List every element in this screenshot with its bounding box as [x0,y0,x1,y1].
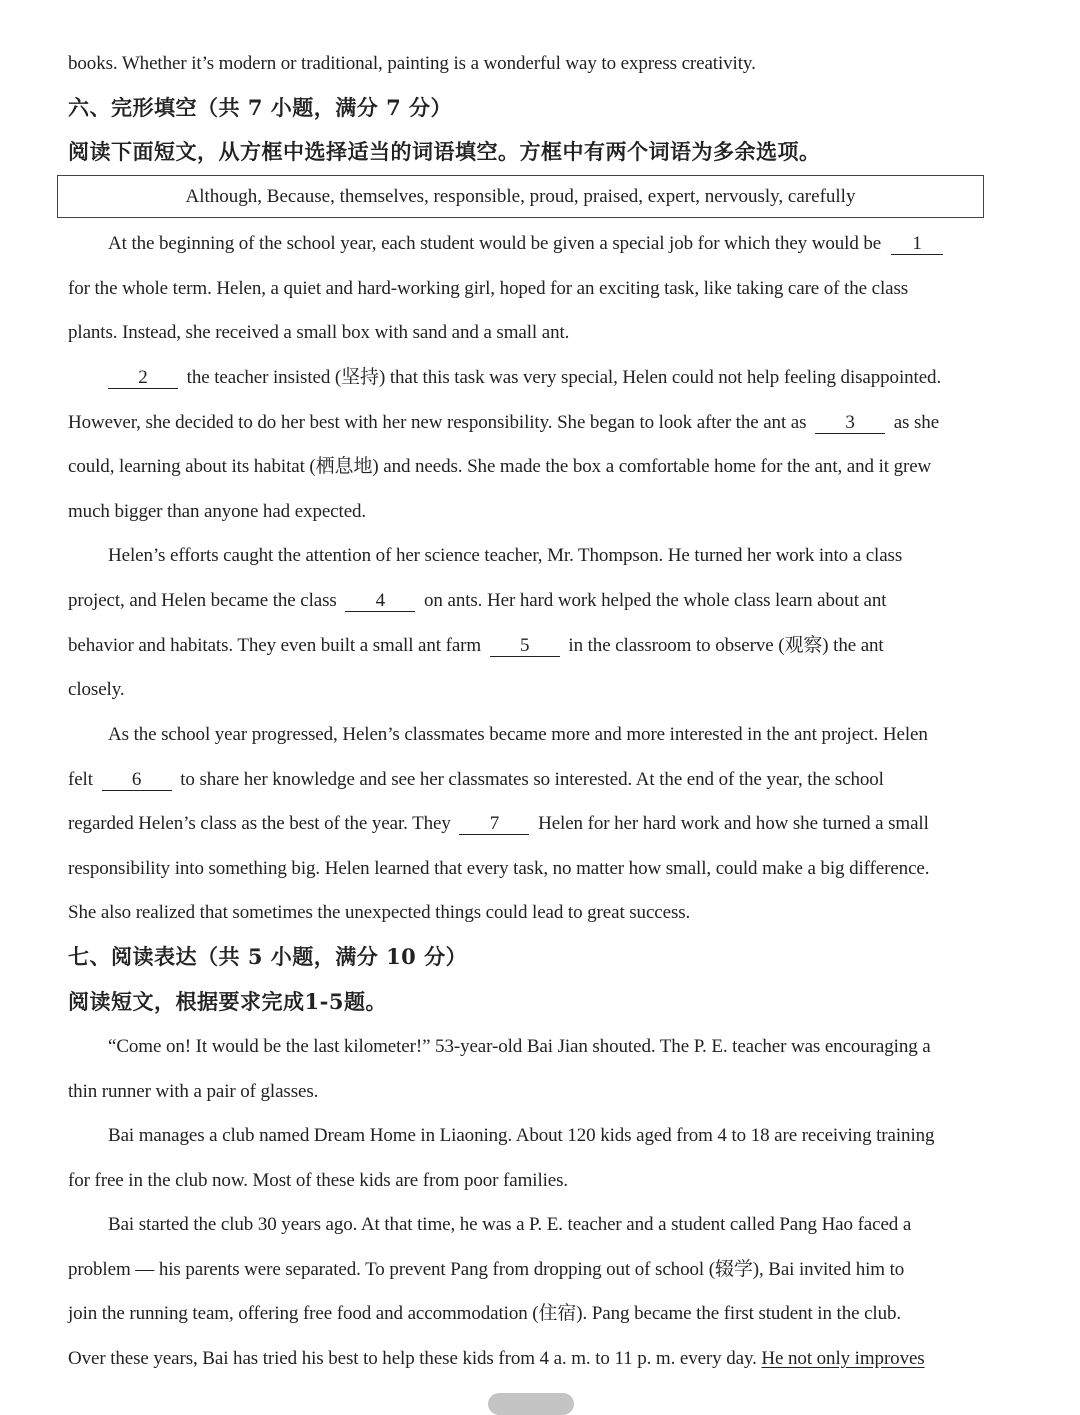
text-span: as she [893,412,940,433]
heading-text: 分） [424,944,468,969]
text-line [68,767,884,793]
text-line: Helen’s efforts caught the attention of her science teacher, Mr. Thompson. He turned her work into a class [108,545,903,566]
heading-count: 7 [247,95,263,120]
word-bank-box: Although, Because, themselves, responsible, proud, praised, expert, nervously, carefully [57,175,984,218]
text-span: on ants. Her hard work helped the whole class learn about ant [424,590,887,611]
text-line [68,588,886,614]
text-span: However, she decided to do her best with her new responsibility. She began to look after the ant as [68,412,807,433]
text-span: to share her knowledge and see her classmates so interested. At the end of the year, the school [180,769,884,790]
text-line: for free in the club now. Most of these kids are from poor families. [68,1170,569,1191]
section-7-heading [68,942,467,972]
heading-count: 5 [247,944,263,969]
text-line: As the school year progressed, Helen’s classmates became more and more interested in the ant project. Helen [108,724,928,745]
text-span: in the classroom to observe (观察) the ant [568,635,884,656]
heading-text: 小题，满分 [270,95,379,120]
text-line: closely. [68,679,125,700]
text-line: much bigger than anyone had expected. [68,501,367,522]
text-line: responsibility into something big. Helen learned that every task, no matter how small, could make a big difference. [68,858,930,879]
text-line: She also realized that sometimes the unexpected things could lead to great success. [68,902,691,923]
instruction-text: 阅读短文，根据要求完成 [68,989,305,1014]
text-line [108,231,947,257]
blank-5[interactable]: 5 [490,636,560,657]
section-6-heading [68,93,452,123]
blank-4[interactable]: 4 [345,591,415,612]
blank-1[interactable]: 1 [891,234,943,255]
text-line: problem — his parents were separated. To prevent Pang from dropping out of school (辍学), Bai invited him to [68,1259,905,1280]
section-6-instruction: 阅读下面短文，从方框中选择适当的词语填空。方框中有两个词语为多余选项。 [68,139,821,164]
text-line [108,365,941,391]
blank-3[interactable]: 3 [815,413,885,434]
text-line: Bai manages a club named Dream Home in Liaoning. About 120 kids aged from 4 to 18 are receiving training [108,1125,935,1146]
instruction-range: 1-5 [304,989,344,1014]
text-span: Helen for her hard work and how she turned a small [538,813,929,834]
text-line: books. Whether it’s modern or traditional, painting is a wonderful way to express creativity. [68,53,756,74]
heading-text: 分） [409,95,452,120]
text-line: “Come on! It would be the last kilometer!” 53-year-old Bai Jian shouted. The P. E. teacher was encouraging a [108,1036,931,1057]
blank-2[interactable]: 2 [108,368,178,389]
text-line [68,410,939,436]
blank-7[interactable]: 7 [459,814,529,835]
heading-score: 7 [386,95,402,120]
text-line: plants. Instead, she received a small box with sand and a small ant. [68,322,570,343]
text-line: Bai started the club 30 years ago. At that time, he was a P. E. teacher and a student called Pang Hao faced a [108,1214,912,1235]
text-span: behavior and habitats. They even built a small ant farm [68,635,482,656]
text-line: join the running team, offering free food and accommodation (住宿). Pang became the first student in the club. [68,1303,902,1324]
heading-text: 小题，满分 [270,944,379,969]
text-span: Over these years, Bai has tried his best to help these kids from 4 a. m. to 11 p. m. every day. [68,1348,757,1369]
heading-text: 六、完形填空（共 [68,95,240,120]
blank-6[interactable]: 6 [102,770,172,791]
text-line: could, learning about its habitat (栖息地) and needs. She made the box a comfortable home for the ant, and it grew [68,456,932,477]
instruction-text: 题。 [343,989,387,1014]
text-line: thin runner with a pair of glasses. [68,1081,319,1102]
text-span: project, and Helen became the class [68,590,337,611]
scroll-handle[interactable] [488,1393,574,1415]
text-span: the teacher insisted (坚持) that this task was very special, Helen could not help feeling disappointed. [186,367,942,388]
heading-score: 10 [386,944,417,969]
text-line [68,811,929,837]
text-line [68,633,884,659]
heading-text: 七、阅读表达（共 [68,944,240,969]
underlined-sentence: He not only improves [761,1348,925,1369]
text-line [68,1346,925,1372]
text-line: for the whole term. Helen, a quiet and hard-working girl, hoped for an exciting task, like taking care of the class [68,278,909,299]
section-7-instruction [68,987,387,1017]
text-span: regarded Helen’s class as the best of the year. They [68,813,451,834]
text-span: felt [68,769,93,790]
text-span: At the beginning of the school year, each student would be given a special job for which they would be [108,233,882,254]
